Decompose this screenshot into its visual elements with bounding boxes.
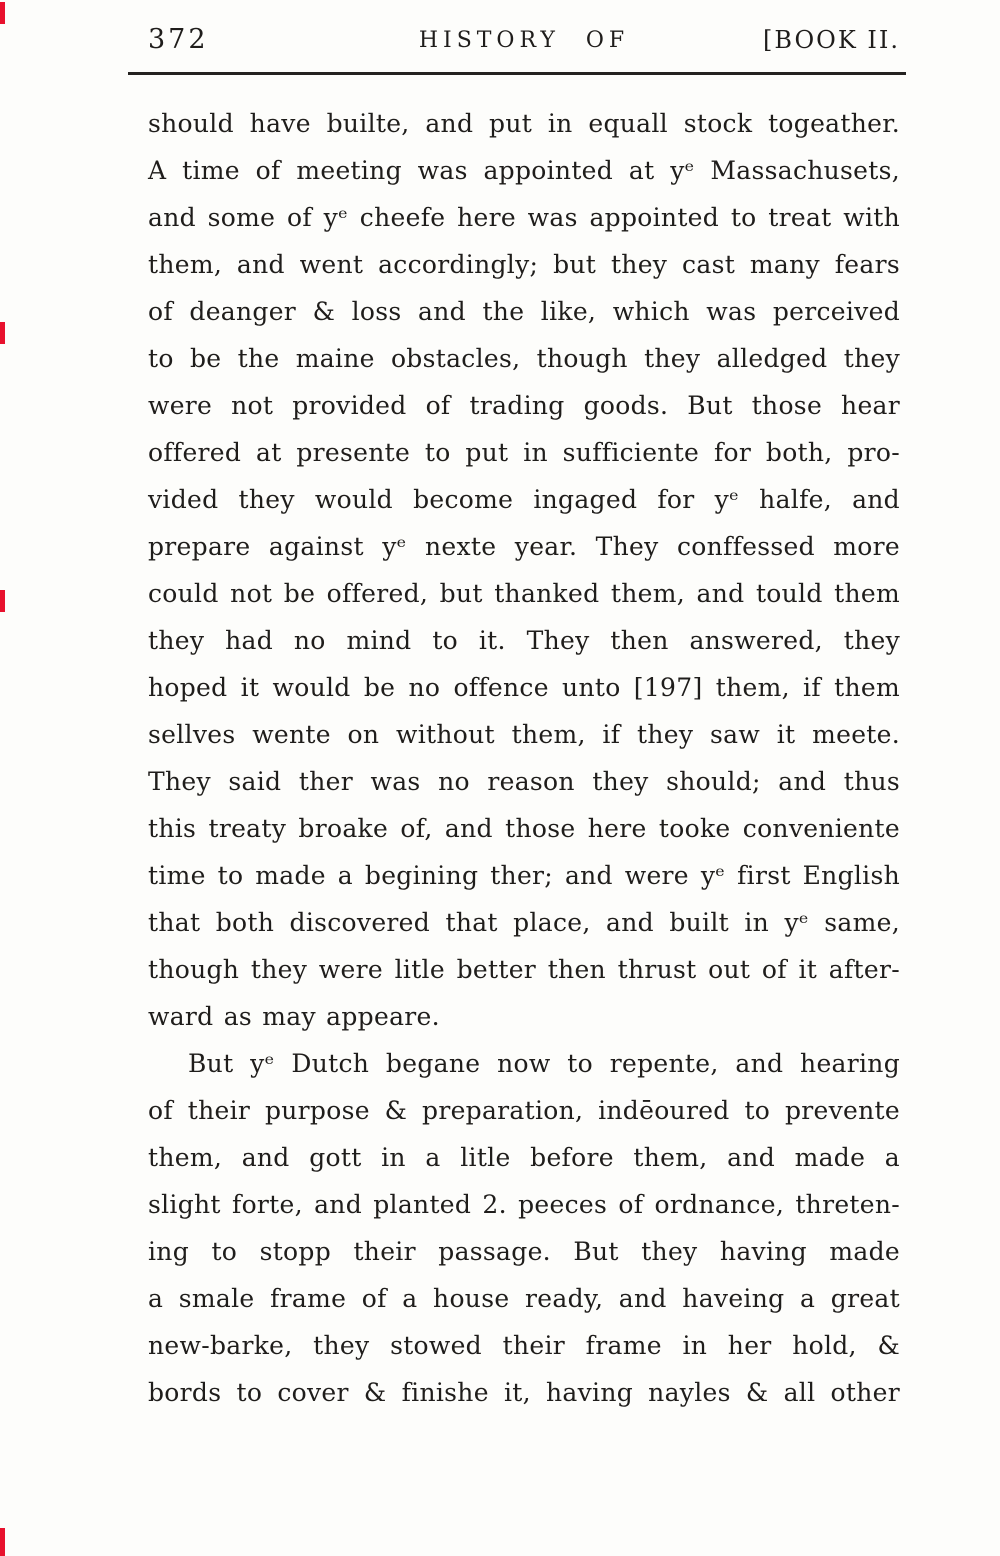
scan-artifact	[0, 2, 5, 24]
text-line: ing to stopp their passage. But they having made	[148, 1237, 900, 1266]
text-line: could not be offered, but thanked them, and tould them	[148, 579, 900, 608]
text-line: new-barke, they stowed their frame in her hold, &	[148, 1331, 900, 1360]
scan-artifact	[0, 322, 5, 344]
text-line: time to made a begining ther; and were yᵉ first English	[148, 861, 900, 890]
text-line: were not provided of trading goods. But those hear	[148, 391, 900, 420]
text-line: bords to cover & finishe it, having nayles & all other	[148, 1378, 900, 1407]
text-line: them, and went accordingly; but they cast many fears	[148, 250, 900, 279]
text-line: They said ther was no reason they should; and thus	[148, 767, 900, 796]
text-line: A time of meeting was appointed at yᵉ Massachusets,	[148, 156, 900, 185]
text-line: a smale frame of a house ready, and haveing a great	[148, 1284, 900, 1313]
header-rule	[128, 72, 906, 75]
text-line: of deanger & loss and the like, which was perceived	[148, 297, 900, 326]
scan-artifact	[0, 590, 5, 612]
running-title: HISTORY OF	[418, 28, 630, 53]
text-line: ward as may appeare.	[148, 1002, 440, 1031]
text-line: though they were litle better then thrust out of it after-	[148, 955, 900, 984]
body-text	[148, 100, 900, 1416]
text-line: But yᵉ Dutch begane now to repente, and hearing	[188, 1049, 900, 1078]
text-line: they had no mind to it. They then answered, they	[148, 626, 900, 655]
scan-artifact	[0, 1528, 5, 1556]
text-line: them, and gott in a litle before them, and made a	[148, 1143, 900, 1172]
page-number: 372	[148, 24, 209, 55]
text-line: hoped it would be no offence unto [197] them, if them	[148, 673, 900, 702]
text-line: offered at presente to put in sufficiente for both, pro-	[148, 438, 900, 467]
text-line: slight forte, and planted 2. peeces of ordnance, threten-	[148, 1190, 900, 1219]
page-header	[148, 22, 900, 62]
text-line: and some of yᵉ cheefe here was appointed to treat with	[148, 203, 900, 232]
text-line: that both discovered that place, and built in yᵉ same,	[148, 908, 900, 937]
text-line: sellves wente on without them, if they saw it meete.	[148, 720, 900, 749]
book-label: [BOOK II.	[763, 26, 900, 54]
text-line: prepare against yᵉ nexte year. They conffessed more	[148, 532, 900, 561]
text-line: vided they would become ingaged for yᵉ halfe, and	[148, 485, 900, 514]
text-line: this treaty broake of, and those here tooke conveniente	[148, 814, 900, 843]
text-line: should have builte, and put in equall stock togeather.	[148, 109, 900, 138]
text-line: to be the maine obstacles, though they alledged they	[148, 344, 900, 373]
text-line: of their purpose & preparation, indēoured to prevente	[148, 1096, 900, 1125]
